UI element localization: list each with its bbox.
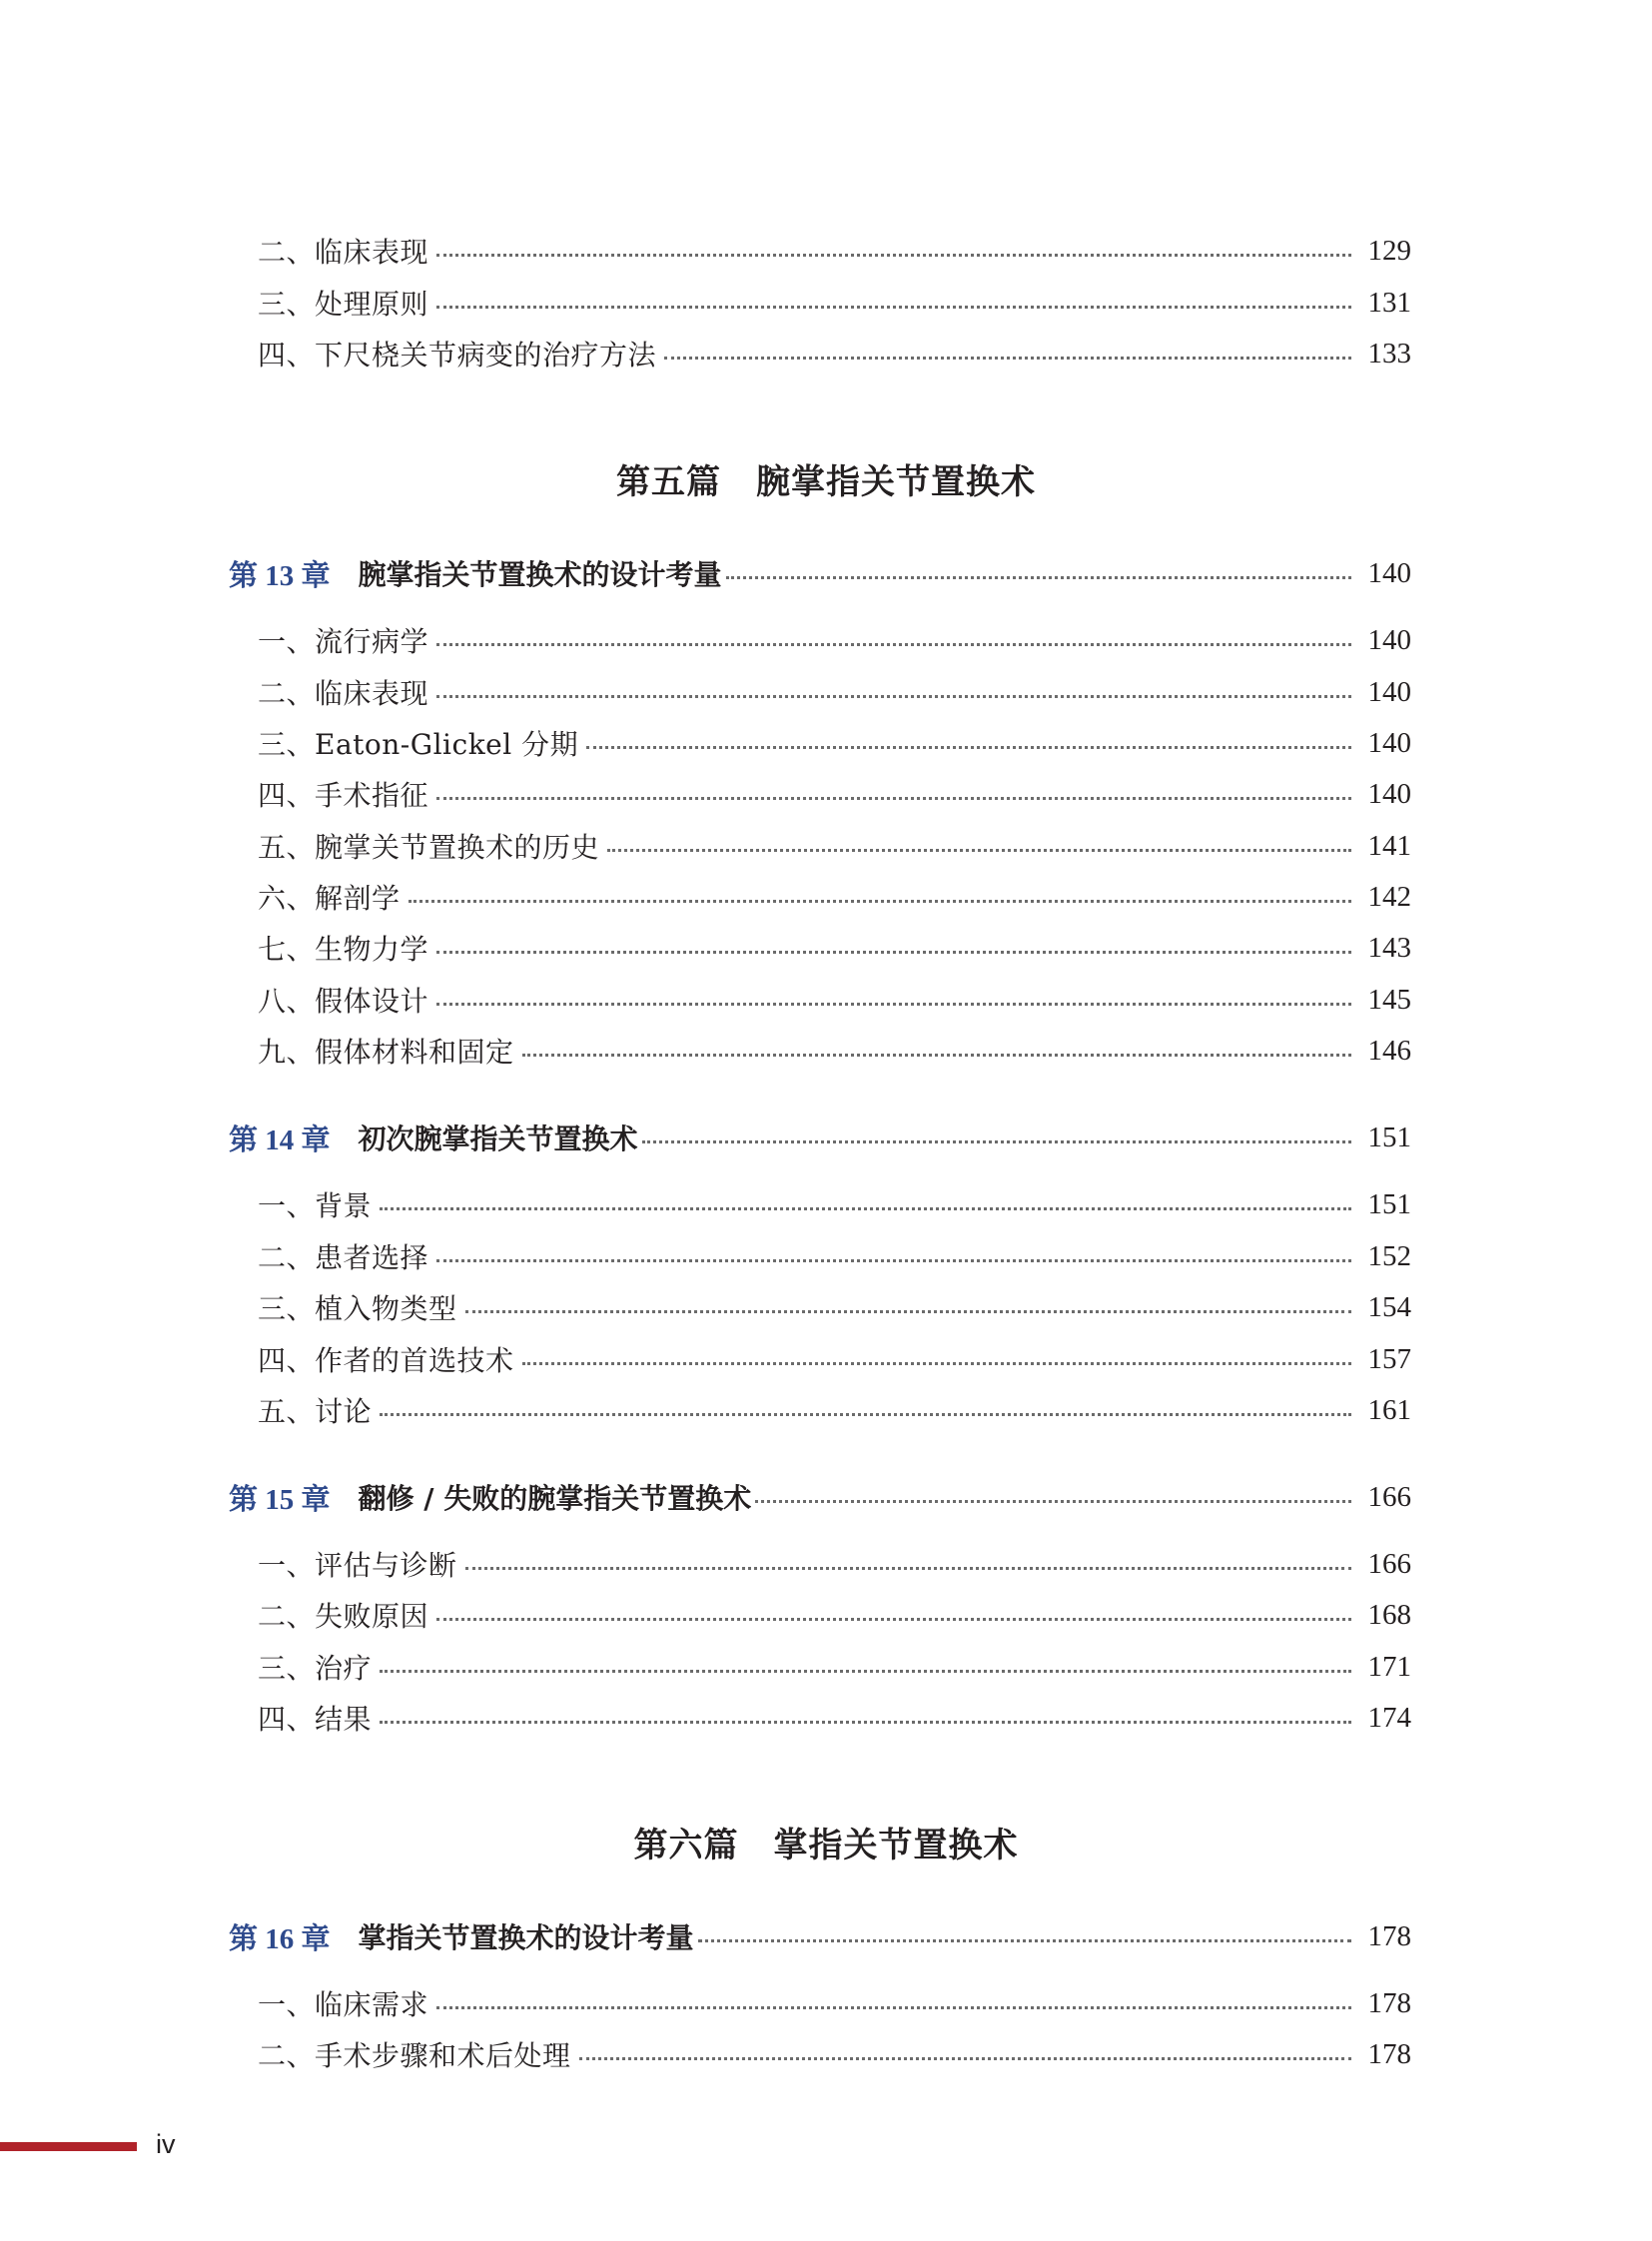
toc-entry-label: 四、作者的首选技术 [258,1344,514,1377]
toc-entry-page: 146 [1367,1034,1411,1067]
chapter-title: 掌指关节置换术的设计考量 [358,1921,694,1954]
toc-entry[interactable] [258,823,1411,869]
toc-entry-label: 二、患者选择 [258,1241,429,1274]
chapter-number: 第 16 章 [229,1922,331,1955]
toc-entry[interactable] [258,1284,1411,1330]
toc-entry-label: 一、评估与诊断 [258,1549,457,1582]
part-title: 第五篇 腕掌指关节置换术 [616,462,1036,502]
part-title: 第六篇 掌指关节置换术 [633,1826,1019,1866]
toc-entry[interactable] [258,1387,1411,1433]
dot-leader [380,1207,1351,1210]
toc-entry-label: 七、生物力学 [258,933,429,966]
dot-leader [380,1670,1351,1673]
chapter-number: 第 15 章 [229,1483,331,1516]
toc-entry-label: 八、假体设计 [258,985,429,1018]
dot-leader [465,1310,1351,1313]
dot-leader [586,746,1351,749]
toc-entry-label: 三、处理原则 [258,288,429,321]
toc-entry-page: 142 [1367,880,1411,913]
toc-entry-label: 二、失败原因 [258,1600,429,1633]
dot-leader [522,1054,1351,1057]
footer-accent-bar [0,2142,137,2151]
toc-entry-page: 154 [1367,1290,1411,1323]
toc-entry-page: 140 [1367,726,1411,759]
chapter-entry[interactable] [229,1474,1411,1520]
toc-entry-page: 151 [1367,1187,1411,1220]
toc-entry-label: 二、临床表现 [258,677,429,710]
dot-leader [380,1413,1351,1416]
toc-entry[interactable] [258,228,1411,274]
toc-entry[interactable] [258,1028,1411,1074]
dot-leader [380,1721,1351,1724]
dot-leader [409,900,1351,903]
toc-entry-label: 五、腕掌关节置换术的历史 [258,831,600,864]
toc-entry[interactable] [258,1592,1411,1638]
dot-leader [436,695,1351,698]
toc-entry-page: 140 [1367,777,1411,810]
toc-entry-label: 三、治疗 [258,1652,373,1685]
dot-leader [436,1259,1351,1262]
toc-entry-page: 141 [1367,829,1411,862]
toc-entry-page: 166 [1367,1547,1411,1580]
chapter-page: 140 [1367,556,1411,589]
toc-entry[interactable] [258,1181,1411,1227]
toc-entry-label: 四、结果 [258,1703,373,1736]
dot-leader [436,1618,1351,1621]
toc-entry[interactable] [258,1644,1411,1690]
toc-entry[interactable] [258,331,1411,376]
toc-entry-label: 二、临床表现 [258,236,429,269]
toc-entry-page: 174 [1367,1701,1411,1734]
dot-leader [436,306,1351,309]
toc-entry-page: 178 [1367,1986,1411,2019]
toc-entry-page: 178 [1367,2037,1411,2070]
dot-leader [698,1939,1351,1942]
toc-entry[interactable] [258,771,1411,817]
toc-entry-page: 168 [1367,1598,1411,1631]
toc-entry-page: 161 [1367,1393,1411,1426]
dot-leader [664,357,1351,360]
toc-entry-label: 四、下尺桡关节病变的治疗方法 [258,339,657,372]
dot-leader [642,1140,1351,1143]
toc-entry-page: 140 [1367,675,1411,708]
chapter-number: 第 13 章 [229,559,331,592]
toc-entry-page: 129 [1367,234,1411,267]
dot-leader [607,849,1351,852]
toc-entry[interactable] [258,977,1411,1023]
dot-leader [436,643,1351,646]
toc-entry-label: 三、Eaton-Glickel 分期 [258,728,579,761]
toc-entry[interactable] [258,925,1411,971]
dot-leader [436,254,1351,257]
toc-entry-page: 152 [1367,1239,1411,1272]
toc-entry-page: 157 [1367,1342,1411,1375]
toc-entry-label: 三、植入物类型 [258,1292,457,1325]
toc-entry[interactable] [258,1233,1411,1279]
chapter-title: 腕掌指关节置换术的设计考量 [358,558,722,591]
chapter-number: 第 14 章 [229,1123,331,1156]
toc-entry[interactable] [258,874,1411,920]
toc-entry-label: 六、解剖学 [258,882,401,915]
chapter-page: 166 [1367,1480,1411,1513]
dot-leader [436,797,1351,800]
toc-entry[interactable] [258,1695,1411,1741]
chapter-entry[interactable] [229,1913,1411,1959]
toc-entry-label: 一、背景 [258,1189,373,1222]
toc-entry-label: 二、手术步骤和术后处理 [258,2039,571,2072]
dot-leader [436,2006,1351,2009]
chapter-entry[interactable] [229,1115,1411,1160]
toc-entry-page: 143 [1367,931,1411,964]
dot-leader [436,951,1351,954]
toc-entry-page: 131 [1367,286,1411,319]
toc-entry-label: 四、手术指征 [258,779,429,812]
toc-entry-page: 140 [1367,623,1411,656]
toc-entry[interactable] [258,1980,1411,2026]
toc-entry-label: 九、假体材料和固定 [258,1036,514,1069]
chapter-entry[interactable] [229,550,1411,596]
toc-entry[interactable] [258,720,1411,766]
toc-entry-label: 一、流行病学 [258,625,429,658]
toc-entry[interactable] [258,1541,1411,1587]
dot-leader [436,1003,1351,1006]
dot-leader [726,576,1351,579]
toc-entry[interactable] [258,1336,1411,1382]
chapter-title: 翻修 / 失败的腕掌指关节置换术 [358,1482,752,1515]
toc-entry[interactable] [258,617,1411,663]
chapter-page: 151 [1367,1120,1411,1153]
toc-entry[interactable] [258,280,1411,326]
dot-leader [755,1500,1351,1503]
chapter-title: 初次腕掌指关节置换术 [358,1122,638,1155]
toc-entry-label: 一、临床需求 [258,1988,429,2021]
dot-leader [522,1362,1351,1365]
toc-entry[interactable] [258,669,1411,715]
toc-entry-page: 145 [1367,983,1411,1016]
toc-entry[interactable] [258,2031,1411,2077]
toc-entry-label: 五、讨论 [258,1395,373,1428]
dot-leader [579,2057,1351,2060]
toc-entry-page: 133 [1367,337,1411,370]
page-number: iv [156,2129,176,2159]
toc-entry-page: 171 [1367,1650,1411,1683]
dot-leader [465,1567,1351,1570]
chapter-page: 178 [1367,1919,1411,1952]
